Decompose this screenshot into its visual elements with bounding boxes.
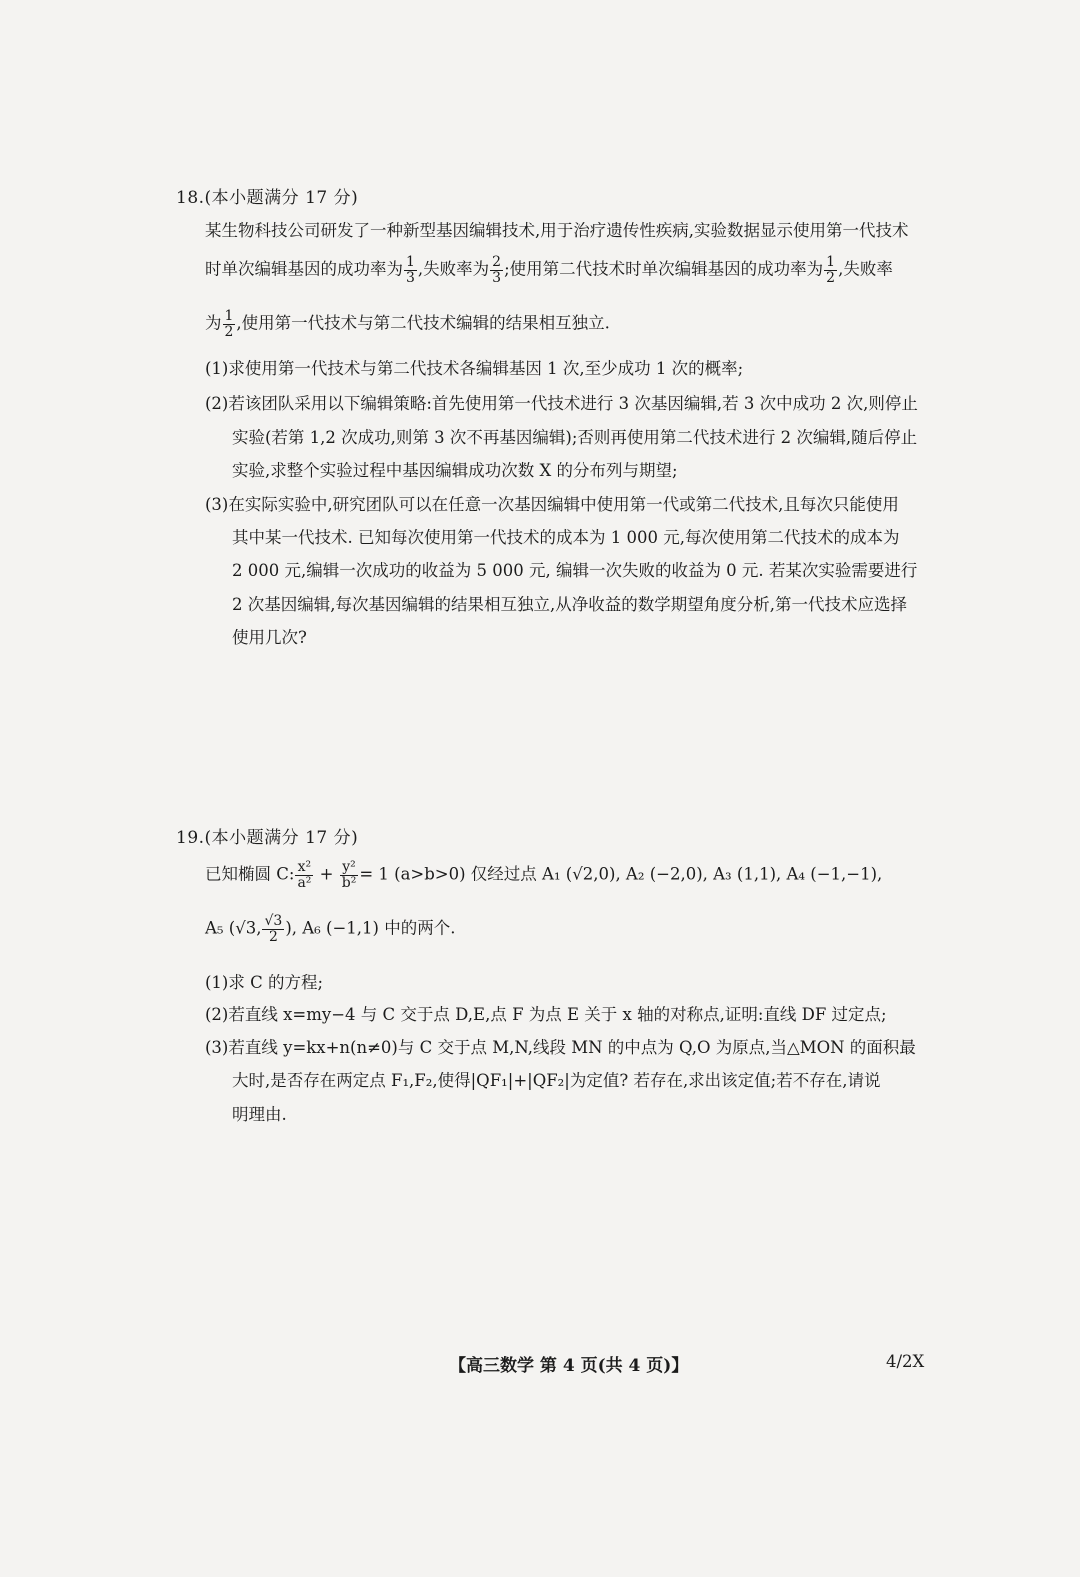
- plus-sign: +: [314, 864, 339, 884]
- q18-part3-line2: 其中某一代技术. 已知每次使用第一代技术的成本为 1 000 元,每次使用第二代技术的成本为: [232, 528, 900, 547]
- q19-part1: (1)求 C 的方程;: [205, 973, 324, 992]
- fraction-sqrt3-over-2: $\frac{√3}{2}$: [264, 913, 283, 945]
- page-code: 4/2X: [886, 1352, 925, 1371]
- fraction-two-thirds: $\frac{2}{3}$: [492, 254, 502, 286]
- q18-intro-text: ,失败率: [838, 259, 893, 279]
- q18-intro-text: ,失败率为: [417, 259, 490, 279]
- q19-text: ), A₆ (−1,1) 中的两个.: [285, 918, 456, 938]
- fraction-x2-a2: $\frac{\text{x²}}{\text{a²}}$: [297, 859, 312, 891]
- q18-intro-line2: [205, 255, 893, 285]
- q19-part3-line3: 明理由.: [232, 1105, 287, 1124]
- q18-part2-line2: 实验(若第 1,2 次成功,则第 3 次不再基因编辑);否则再使用第二代技术进行 2 次编辑,随后停止: [232, 428, 918, 447]
- q18-part2-line3: 实验,求整个实验过程中基因编辑成功次数 X 的分布列与期望;: [232, 461, 678, 480]
- fraction-one-half: $\frac{1}{2}$: [224, 308, 234, 340]
- fraction-y2-b2: $\frac{\text{y²}}{\text{b²}}$: [341, 859, 357, 891]
- q18-header: 18.(本小题满分 17 分): [176, 188, 359, 208]
- q19-part3-line2: 大时,是否存在两定点 F₁,F₂,使得|QF₁|+|QF₂|为定值? 若存在,求出该定值;若不存在,请说: [232, 1071, 881, 1090]
- q18-part3-line4: 2 次基因编辑,每次基因编辑的结果相互独立,从净收益的数学期望角度分析,第一代技术应选择: [232, 595, 907, 614]
- q18-intro-text: ,使用第一代技术与第二代技术编辑的结果相互独立.: [236, 313, 610, 333]
- q18-intro-text: ;使用第二代技术时单次编辑基因的成功率为: [504, 259, 824, 279]
- q19-line2: [205, 914, 455, 944]
- q18-intro-line1: 某生物科技公司研发了一种新型基因编辑技术,用于治疗遗传性疾病,实验数据显示使用第一代技术: [205, 221, 909, 240]
- q18-intro-line3: [205, 309, 610, 339]
- q19-line1: [205, 860, 882, 890]
- q18-part3-line5: 使用几次?: [232, 628, 307, 647]
- q19-text: 已知椭圆 C:: [205, 864, 295, 884]
- q18-intro-text: 为: [205, 313, 222, 333]
- fraction-one-third: $\frac{1}{3}$: [406, 254, 415, 286]
- fraction-one-half: $\frac{1}{2}$: [826, 254, 836, 286]
- q18-part3-line3: 2 000 元,编辑一次成功的收益为 5 000 元, 编辑一次失败的收益为 0 元. 若某次实验需要进行: [232, 561, 918, 580]
- q18-part1: (1)求使用第一代技术与第二代技术各编辑基因 1 次,至少成功 1 次的概率;: [205, 359, 744, 378]
- page-footer-title: 【高三数学 第 4 页(共 4 页)】: [449, 1356, 689, 1376]
- q18-part2-line1: (2)若该团队采用以下编辑策略:首先使用第一代技术进行 3 次基因编辑,若 3 次中成功 2 次,则停止: [205, 394, 918, 413]
- q18-intro-text: 时单次编辑基因的成功率为: [205, 259, 403, 279]
- q19-text: = 1 (a>b>0) 仅经过点 A₁ (√2,0), A₂ (−2,0), A₃ (1,1), A₄ (−1,−1),: [359, 864, 883, 884]
- q18-part3-line1: (3)在实际实验中,研究团队可以在任意一次基因编辑中使用第一代或第二代技术,且每次只能使用: [205, 495, 899, 514]
- q19-header: 19.(本小题满分 17 分): [176, 828, 359, 848]
- q19-text: A₅ (√3,: [205, 918, 262, 938]
- q19-part2: (2)若直线 x=my−4 与 C 交于点 D,E,点 F 为点 E 关于 x 轴的对称点,证明:直线 DF 过定点;: [205, 1005, 887, 1024]
- q19-part3-line1: (3)若直线 y=kx+n(n≠0)与 C 交于点 M,N,线段 MN 的中点为 Q,O 为原点,当△MON 的面积最: [205, 1038, 916, 1057]
